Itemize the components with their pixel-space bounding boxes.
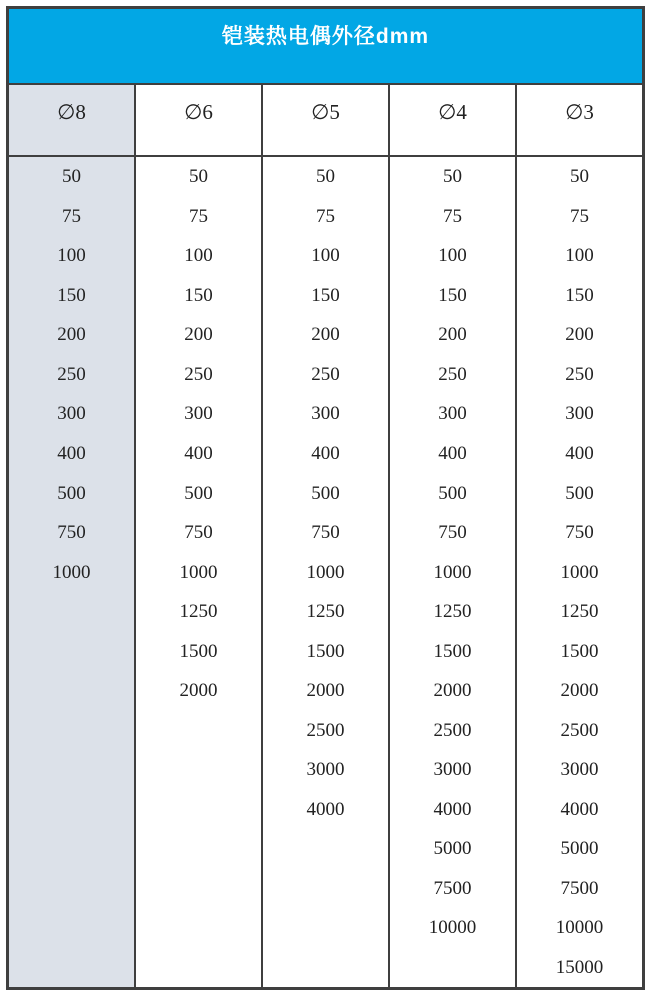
table-cell: 500 — [438, 482, 467, 504]
table-cell: 750 — [565, 522, 594, 544]
header-row — [9, 85, 642, 157]
table-cell: 50 — [62, 166, 81, 188]
table-cell: 300 — [565, 403, 594, 425]
table-cell: 500 — [57, 482, 86, 504]
table-column-d3 — [517, 157, 642, 987]
table-cell: 75 — [62, 205, 81, 227]
table-cell — [9, 592, 134, 632]
table-cell: 400 — [438, 442, 467, 464]
table-cell: 300 — [184, 403, 213, 425]
table-cell: 150 — [565, 284, 594, 306]
table-cell — [9, 869, 134, 909]
table-cell — [390, 948, 515, 988]
table-cell: 200 — [565, 324, 594, 346]
table-cell: 75 — [570, 205, 589, 227]
table-cell: 250 — [565, 363, 594, 385]
table-cell: 10000 — [555, 917, 604, 939]
table-cell: 100 — [311, 245, 340, 267]
thermocouple-diameter-table — [6, 6, 645, 990]
table-cell: 1000 — [433, 561, 472, 583]
table-cell — [263, 829, 388, 869]
table-cell: 100 — [565, 245, 594, 267]
table-column-d4 — [390, 157, 517, 987]
table-cell: 4000 — [306, 798, 345, 820]
table-cell — [263, 948, 388, 988]
table-cell: 150 — [311, 284, 340, 306]
table-cell: 50 — [443, 166, 462, 188]
table-cell: 150 — [184, 284, 213, 306]
table-cell: 4000 — [433, 798, 472, 820]
table-cell: 3000 — [306, 759, 345, 781]
table-cell: 1500 — [433, 640, 472, 662]
table-cell: 300 — [311, 403, 340, 425]
table-cell: 150 — [57, 284, 86, 306]
table-cell: 100 — [438, 245, 467, 267]
table-cell: 5000 — [560, 838, 599, 860]
column-header-d6: ∅6 — [136, 85, 263, 155]
column-header-d8: ∅8 — [9, 85, 136, 155]
table-cell: 150 — [438, 284, 467, 306]
table-cell — [9, 948, 134, 988]
table-cell: 200 — [311, 324, 340, 346]
table-cell: 1250 — [433, 601, 472, 623]
table-cell: 1000 — [179, 561, 218, 583]
column-header-d4: ∅4 — [390, 85, 517, 155]
table-cell — [9, 790, 134, 830]
table-cell — [9, 829, 134, 869]
table-cell — [136, 829, 261, 869]
table-cell: 500 — [311, 482, 340, 504]
table-cell — [136, 790, 261, 830]
table-cell: 750 — [184, 522, 213, 544]
table-cell: 1500 — [306, 640, 345, 662]
table-cell: 300 — [438, 403, 467, 425]
table-cell: 3000 — [560, 759, 599, 781]
table-cell: 400 — [311, 442, 340, 464]
table-cell: 1000 — [560, 561, 599, 583]
table-cell: 1250 — [306, 601, 345, 623]
table-cell: 100 — [184, 245, 213, 267]
table-cell: 1000 — [52, 561, 91, 583]
table-body — [9, 157, 642, 987]
table-cell: 500 — [565, 482, 594, 504]
table-cell — [9, 710, 134, 750]
table-cell: 10000 — [428, 917, 477, 939]
table-cell — [9, 908, 134, 948]
table-cell: 7500 — [433, 877, 472, 899]
table-cell: 250 — [438, 363, 467, 385]
table-cell: 250 — [184, 363, 213, 385]
table-cell: 75 — [316, 205, 335, 227]
table-cell: 200 — [57, 324, 86, 346]
table-cell: 75 — [189, 205, 208, 227]
table-cell: 250 — [57, 363, 86, 385]
table-cell: 2500 — [306, 719, 345, 741]
table-cell: 1250 — [560, 601, 599, 623]
table-cell: 200 — [438, 324, 467, 346]
table-cell — [136, 948, 261, 988]
table-cell: 100 — [57, 245, 86, 267]
table-cell — [9, 671, 134, 711]
table-cell: 250 — [311, 363, 340, 385]
table-cell: 2000 — [433, 680, 472, 702]
table-cell — [136, 908, 261, 948]
table-cell: 1500 — [560, 640, 599, 662]
table-cell: 1000 — [306, 561, 345, 583]
table-cell: 2000 — [560, 680, 599, 702]
table-cell: 2500 — [433, 719, 472, 741]
table-cell: 750 — [57, 522, 86, 544]
table-cell: 7500 — [560, 877, 599, 899]
table-cell: 15000 — [555, 956, 604, 978]
column-header-d5: ∅5 — [263, 85, 390, 155]
table-cell: 3000 — [433, 759, 472, 781]
table-column-d5 — [263, 157, 390, 987]
table-cell — [9, 750, 134, 790]
table-cell — [136, 710, 261, 750]
table-cell: 2000 — [179, 680, 218, 702]
table-cell: 1250 — [179, 601, 218, 623]
table-column-d8 — [9, 157, 136, 987]
table-cell — [263, 908, 388, 948]
table-cell: 300 — [57, 403, 86, 425]
table-cell: 200 — [184, 324, 213, 346]
table-cell: 4000 — [560, 798, 599, 820]
table-cell — [263, 869, 388, 909]
table-cell — [136, 750, 261, 790]
table-cell: 500 — [184, 482, 213, 504]
table-cell: 5000 — [433, 838, 472, 860]
table-cell: 2500 — [560, 719, 599, 741]
column-header-d3: ∅3 — [517, 85, 642, 155]
table-cell: 50 — [570, 166, 589, 188]
table-cell: 2000 — [306, 680, 345, 702]
table-cell: 1500 — [179, 640, 218, 662]
table-cell: 750 — [438, 522, 467, 544]
table-cell: 75 — [443, 205, 462, 227]
table-cell — [9, 631, 134, 671]
table-column-d6 — [136, 157, 263, 987]
table-cell: 400 — [184, 442, 213, 464]
table-cell: 750 — [311, 522, 340, 544]
table-cell: 50 — [316, 166, 335, 188]
table-title: 铠装热电偶外径dmm — [9, 9, 642, 85]
table-cell: 400 — [565, 442, 594, 464]
table-cell: 50 — [189, 166, 208, 188]
table-cell — [136, 869, 261, 909]
table-cell: 400 — [57, 442, 86, 464]
